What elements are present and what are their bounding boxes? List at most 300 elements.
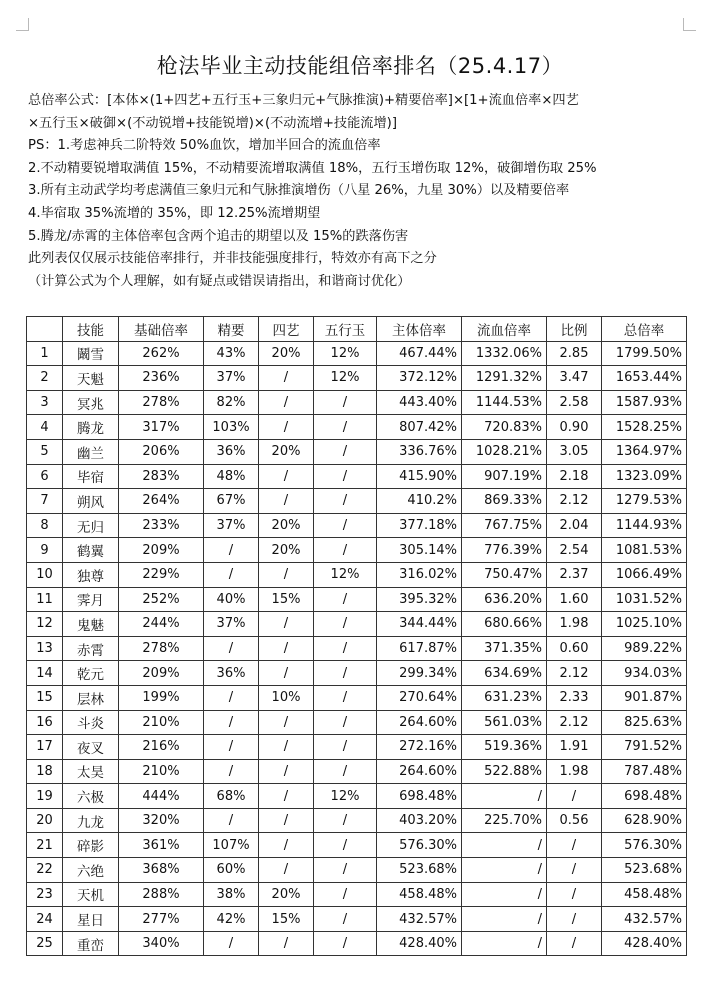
note-line: 总倍率公式：[本体×(1+四艺+五行玉+三象归元+气脉推演)+精要倍率]×[1+流血倍率×四艺: [28, 93, 579, 108]
cell-essence: /: [204, 808, 259, 833]
cell-skill: 六绝: [63, 858, 119, 883]
cell-main: 458.48%: [377, 882, 462, 907]
cell-ratio: 2.18: [547, 464, 602, 489]
skill-ranking-table: [26, 316, 687, 956]
cell-ratio: /: [547, 931, 602, 956]
cell-total: 1323.09%: [602, 464, 687, 489]
cell-base: 216%: [119, 735, 204, 760]
cell-essence: 43%: [204, 341, 259, 366]
cell-rank: 10: [27, 562, 63, 587]
cell-ratio: 0.90: [547, 415, 602, 440]
note-line: 4.毕宿取 35%流增的 35%，即 12.25%流增期望: [28, 205, 321, 221]
cell-bleed: 767.75%: [462, 513, 547, 538]
cell-bleed: 225.70%: [462, 808, 547, 833]
cell-main: 415.90%: [377, 464, 462, 489]
cell-essence: /: [204, 562, 259, 587]
cell-four-arts: /: [259, 833, 314, 858]
cell-bleed: 720.83%: [462, 415, 547, 440]
cell-base: 236%: [119, 366, 204, 391]
cell-base: 278%: [119, 390, 204, 415]
cell-jade: 12%: [314, 784, 377, 809]
cell-rank: 24: [27, 907, 63, 932]
cell-bleed: 1144.53%: [462, 390, 547, 415]
cell-total: 1528.25%: [602, 415, 687, 440]
cell-jade: /: [314, 489, 377, 514]
table-row: [27, 587, 687, 612]
cell-four-arts: 20%: [259, 513, 314, 538]
cell-jade: /: [314, 439, 377, 464]
table-row: [27, 759, 687, 784]
cell-jade: /: [314, 735, 377, 760]
cell-ratio: 3.05: [547, 439, 602, 464]
cell-four-arts: /: [259, 858, 314, 883]
cell-ratio: /: [547, 907, 602, 932]
cell-total: 1025.10%: [602, 612, 687, 637]
table-row: [27, 390, 687, 415]
table-row: [27, 808, 687, 833]
cell-four-arts: 10%: [259, 685, 314, 710]
cell-base: 244%: [119, 612, 204, 637]
cell-ratio: /: [547, 784, 602, 809]
cell-jade: /: [314, 858, 377, 883]
header-essence: 精要: [204, 317, 259, 342]
table-row: [27, 513, 687, 538]
cell-skill: 星日: [63, 907, 119, 932]
cell-total: 1799.50%: [602, 341, 687, 366]
cell-essence: 36%: [204, 439, 259, 464]
cell-rank: 8: [27, 513, 63, 538]
cell-main: 403.20%: [377, 808, 462, 833]
header-total-multiplier: 总倍率: [602, 317, 687, 342]
cell-four-arts: /: [259, 489, 314, 514]
cell-jade: /: [314, 661, 377, 686]
table-row: [27, 661, 687, 686]
cell-total: 901.87%: [602, 685, 687, 710]
cell-jade: /: [314, 710, 377, 735]
cell-bleed: /: [462, 931, 547, 956]
cell-essence: /: [204, 931, 259, 956]
table-row: [27, 858, 687, 883]
cell-jade: /: [314, 513, 377, 538]
cell-skill: 天魁: [63, 366, 119, 391]
cell-skill: 霁月: [63, 587, 119, 612]
cell-base: 283%: [119, 464, 204, 489]
table-row: [27, 439, 687, 464]
cell-rank: 21: [27, 833, 63, 858]
cell-bleed: /: [462, 784, 547, 809]
cell-rank: 15: [27, 685, 63, 710]
cell-rank: 12: [27, 612, 63, 637]
cell-total: 1031.52%: [602, 587, 687, 612]
cell-total: 1279.53%: [602, 489, 687, 514]
cell-ratio: 1.91: [547, 735, 602, 760]
cell-main: 270.64%: [377, 685, 462, 710]
cell-total: 791.52%: [602, 735, 687, 760]
note-line: 3.所有主动武学均考虑满值三象归元和气脉推演增伤（八星 26%，九星 30%）以及精要倍率: [28, 183, 570, 199]
table-row: [27, 636, 687, 661]
cell-rank: 14: [27, 661, 63, 686]
cell-main: 523.68%: [377, 858, 462, 883]
cell-base: 317%: [119, 415, 204, 440]
cell-base: 210%: [119, 759, 204, 784]
cell-total: 934.03%: [602, 661, 687, 686]
cell-essence: /: [204, 636, 259, 661]
cell-bleed: 1028.21%: [462, 439, 547, 464]
cell-total: 1587.93%: [602, 390, 687, 415]
cell-main: 299.34%: [377, 661, 462, 686]
cell-total: 1066.49%: [602, 562, 687, 587]
cell-essence: 107%: [204, 833, 259, 858]
cell-four-arts: /: [259, 636, 314, 661]
cell-jade: /: [314, 390, 377, 415]
table-row: [27, 784, 687, 809]
table-row: [27, 685, 687, 710]
table-row: [27, 489, 687, 514]
header-bleed-multiplier: 流血倍率: [462, 317, 547, 342]
cell-main: 395.32%: [377, 587, 462, 612]
cell-four-arts: 20%: [259, 341, 314, 366]
cell-bleed: 371.35%: [462, 636, 547, 661]
cell-jade: 12%: [314, 562, 377, 587]
table-row: [27, 710, 687, 735]
cell-bleed: 522.88%: [462, 759, 547, 784]
cell-skill: 腾龙: [63, 415, 119, 440]
cell-rank: 13: [27, 636, 63, 661]
cell-essence: /: [204, 735, 259, 760]
table-row: [27, 415, 687, 440]
cell-base: 209%: [119, 538, 204, 563]
header-four-arts: 四艺: [259, 317, 314, 342]
cell-bleed: 907.19%: [462, 464, 547, 489]
cell-total: 1081.53%: [602, 538, 687, 563]
cell-skill: 夜叉: [63, 735, 119, 760]
cell-ratio: /: [547, 858, 602, 883]
cell-base: 340%: [119, 931, 204, 956]
cell-rank: 9: [27, 538, 63, 563]
cell-bleed: 631.23%: [462, 685, 547, 710]
cell-essence: 36%: [204, 661, 259, 686]
table-row: [27, 562, 687, 587]
cell-essence: /: [204, 685, 259, 710]
cell-bleed: 750.47%: [462, 562, 547, 587]
cell-bleed: 634.69%: [462, 661, 547, 686]
cell-bleed: /: [462, 833, 547, 858]
cell-rank: 1: [27, 341, 63, 366]
cell-bleed: 776.39%: [462, 538, 547, 563]
cell-rank: 20: [27, 808, 63, 833]
cell-ratio: 2.12: [547, 710, 602, 735]
cell-jade: /: [314, 931, 377, 956]
cell-essence: 67%: [204, 489, 259, 514]
cell-four-arts: /: [259, 661, 314, 686]
cell-base: 277%: [119, 907, 204, 932]
table-row: [27, 464, 687, 489]
cell-main: 443.40%: [377, 390, 462, 415]
table-row: [27, 735, 687, 760]
header-main-multiplier: 主体倍率: [377, 317, 462, 342]
cell-bleed: 561.03%: [462, 710, 547, 735]
cell-four-arts: /: [259, 735, 314, 760]
cell-essence: /: [204, 710, 259, 735]
cell-bleed: /: [462, 858, 547, 883]
cell-rank: 22: [27, 858, 63, 883]
cell-base: 361%: [119, 833, 204, 858]
cell-main: 432.57%: [377, 907, 462, 932]
cell-ratio: 0.56: [547, 808, 602, 833]
cell-base: 288%: [119, 882, 204, 907]
cell-total: 1364.97%: [602, 439, 687, 464]
cell-base: 229%: [119, 562, 204, 587]
cell-base: 199%: [119, 685, 204, 710]
cell-jade: /: [314, 833, 377, 858]
cell-jade: /: [314, 538, 377, 563]
note-line: 2.不动精要锐增取满值 15%，不动精要流增取满值 18%，五行玉增伤取 12%，破御增伤取 25%: [28, 160, 597, 176]
document-title: 枪法毕业主动技能组倍率排名（25.4.17）: [156, 54, 564, 78]
cell-rank: 4: [27, 415, 63, 440]
cell-total: 628.90%: [602, 808, 687, 833]
cell-skill: 天机: [63, 882, 119, 907]
cell-rank: 5: [27, 439, 63, 464]
cell-essence: 82%: [204, 390, 259, 415]
cell-rank: 18: [27, 759, 63, 784]
cell-base: 444%: [119, 784, 204, 809]
cell-four-arts: /: [259, 562, 314, 587]
note-line: 此列表仅仅展示技能倍率排行，并非技能强度排行，特效亦有高下之分: [28, 251, 437, 267]
cell-ratio: 2.12: [547, 489, 602, 514]
cell-skill: 斗炎: [63, 710, 119, 735]
cell-ratio: /: [547, 882, 602, 907]
cell-skill: 无归: [63, 513, 119, 538]
cell-essence: /: [204, 759, 259, 784]
table-row: [27, 833, 687, 858]
cell-rank: 17: [27, 735, 63, 760]
cell-ratio: 2.54: [547, 538, 602, 563]
cell-four-arts: 20%: [259, 538, 314, 563]
header-ratio: 比例: [547, 317, 602, 342]
cell-four-arts: /: [259, 390, 314, 415]
cell-ratio: 2.12: [547, 661, 602, 686]
cell-jade: /: [314, 882, 377, 907]
cell-base: 233%: [119, 513, 204, 538]
cell-four-arts: 20%: [259, 439, 314, 464]
cell-total: 698.48%: [602, 784, 687, 809]
cell-four-arts: 20%: [259, 882, 314, 907]
cell-base: 262%: [119, 341, 204, 366]
cell-essence: 37%: [204, 513, 259, 538]
cell-main: 807.42%: [377, 415, 462, 440]
cell-four-arts: /: [259, 415, 314, 440]
cell-essence: 68%: [204, 784, 259, 809]
table-row: [27, 612, 687, 637]
cell-skill: 鬫雪: [63, 341, 119, 366]
cell-main: 428.40%: [377, 931, 462, 956]
cell-main: 264.60%: [377, 710, 462, 735]
page-corner-mark-right: [683, 18, 696, 31]
cell-four-arts: /: [259, 464, 314, 489]
cell-bleed: 636.20%: [462, 587, 547, 612]
cell-main: 336.76%: [377, 439, 462, 464]
cell-skill: 鹤翼: [63, 538, 119, 563]
cell-bleed: /: [462, 907, 547, 932]
cell-ratio: /: [547, 833, 602, 858]
cell-jade: /: [314, 464, 377, 489]
cell-rank: 16: [27, 710, 63, 735]
cell-ratio: 1.98: [547, 759, 602, 784]
cell-skill: 赤霄: [63, 636, 119, 661]
cell-essence: 37%: [204, 366, 259, 391]
cell-base: 320%: [119, 808, 204, 833]
cell-main: 264.60%: [377, 759, 462, 784]
cell-skill: 毕宿: [63, 464, 119, 489]
cell-skill: 九龙: [63, 808, 119, 833]
cell-base: 368%: [119, 858, 204, 883]
cell-skill: 独尊: [63, 562, 119, 587]
cell-ratio: 2.04: [547, 513, 602, 538]
cell-rank: 3: [27, 390, 63, 415]
cell-ratio: 0.60: [547, 636, 602, 661]
cell-jade: /: [314, 636, 377, 661]
cell-skill: 太昊: [63, 759, 119, 784]
cell-four-arts: /: [259, 784, 314, 809]
cell-skill: 鬼魅: [63, 612, 119, 637]
cell-total: 458.48%: [602, 882, 687, 907]
cell-total: 989.22%: [602, 636, 687, 661]
cell-jade: /: [314, 685, 377, 710]
cell-ratio: 2.58: [547, 390, 602, 415]
cell-base: 252%: [119, 587, 204, 612]
cell-base: 206%: [119, 439, 204, 464]
cell-main: 410.2%: [377, 489, 462, 514]
page-corner-mark-left: [16, 18, 29, 31]
table-row: [27, 907, 687, 932]
note-line: 5.腾龙/赤霄的主体倍率包含两个追击的期望以及 15%的跌落伤害: [28, 228, 409, 244]
cell-essence: 48%: [204, 464, 259, 489]
cell-ratio: 1.60: [547, 587, 602, 612]
cell-skill: 六极: [63, 784, 119, 809]
cell-essence: 103%: [204, 415, 259, 440]
cell-skill: 冥兆: [63, 390, 119, 415]
table-row: [27, 931, 687, 956]
cell-ratio: 3.47: [547, 366, 602, 391]
cell-total: 825.63%: [602, 710, 687, 735]
cell-four-arts: /: [259, 366, 314, 391]
note-line: PS：1.考虑神兵二阶特效 50%血饮，增加半回合的流血倍率: [28, 138, 381, 154]
cell-rank: 2: [27, 366, 63, 391]
cell-main: 305.14%: [377, 538, 462, 563]
cell-essence: 60%: [204, 858, 259, 883]
cell-ratio: 2.37: [547, 562, 602, 587]
cell-main: 377.18%: [377, 513, 462, 538]
cell-rank: 23: [27, 882, 63, 907]
cell-bleed: 869.33%: [462, 489, 547, 514]
cell-total: 428.40%: [602, 931, 687, 956]
cell-bleed: 1291.32%: [462, 366, 547, 391]
cell-skill: 幽兰: [63, 439, 119, 464]
cell-rank: 25: [27, 931, 63, 956]
cell-main: 617.87%: [377, 636, 462, 661]
cell-essence: 40%: [204, 587, 259, 612]
cell-four-arts: 15%: [259, 587, 314, 612]
formula-notes: [28, 90, 698, 293]
table-header-row: [27, 317, 687, 342]
cell-total: 523.68%: [602, 858, 687, 883]
cell-base: 210%: [119, 710, 204, 735]
cell-total: 576.30%: [602, 833, 687, 858]
cell-skill: 朔风: [63, 489, 119, 514]
cell-main: 272.16%: [377, 735, 462, 760]
cell-jade: /: [314, 587, 377, 612]
cell-skill: 乾元: [63, 661, 119, 686]
table-row: [27, 341, 687, 366]
cell-base: 264%: [119, 489, 204, 514]
header-skill: 技能: [63, 317, 119, 342]
header-five-elements-jade: 五行玉: [314, 317, 377, 342]
cell-bleed: /: [462, 882, 547, 907]
header-rank: [27, 317, 63, 342]
cell-main: 344.44%: [377, 612, 462, 637]
cell-skill: 重峦: [63, 931, 119, 956]
cell-base: 209%: [119, 661, 204, 686]
cell-total: 1653.44%: [602, 366, 687, 391]
cell-jade: 12%: [314, 341, 377, 366]
cell-jade: /: [314, 808, 377, 833]
table-row: [27, 538, 687, 563]
cell-essence: 38%: [204, 882, 259, 907]
cell-jade: 12%: [314, 366, 377, 391]
cell-skill: 碎影: [63, 833, 119, 858]
cell-total: 432.57%: [602, 907, 687, 932]
cell-rank: 6: [27, 464, 63, 489]
cell-four-arts: 15%: [259, 907, 314, 932]
header-base-multiplier: 基础倍率: [119, 317, 204, 342]
cell-four-arts: /: [259, 759, 314, 784]
cell-jade: /: [314, 907, 377, 932]
cell-main: 467.44%: [377, 341, 462, 366]
note-line: ×五行玉×破御×(不动锐增+技能锐增)×(不动流增+技能流增)]: [28, 115, 397, 131]
cell-jade: /: [314, 612, 377, 637]
cell-bleed: 680.66%: [462, 612, 547, 637]
cell-rank: 19: [27, 784, 63, 809]
cell-essence: 42%: [204, 907, 259, 932]
cell-main: 576.30%: [377, 833, 462, 858]
cell-rank: 7: [27, 489, 63, 514]
cell-base: 278%: [119, 636, 204, 661]
cell-rank: 11: [27, 587, 63, 612]
table-row: [27, 882, 687, 907]
cell-bleed: 519.36%: [462, 735, 547, 760]
cell-main: 698.48%: [377, 784, 462, 809]
cell-main: 316.02%: [377, 562, 462, 587]
cell-bleed: 1332.06%: [462, 341, 547, 366]
cell-four-arts: /: [259, 808, 314, 833]
cell-four-arts: /: [259, 710, 314, 735]
cell-ratio: 2.33: [547, 685, 602, 710]
note-line: （计算公式为个人理解，如有疑点或错误请指出，和谐商讨优化）: [28, 273, 411, 289]
cell-four-arts: /: [259, 931, 314, 956]
cell-skill: 层林: [63, 685, 119, 710]
cell-main: 372.12%: [377, 366, 462, 391]
cell-essence: /: [204, 538, 259, 563]
table-row: [27, 366, 687, 391]
cell-ratio: 1.98: [547, 612, 602, 637]
cell-four-arts: /: [259, 612, 314, 637]
cell-ratio: 2.85: [547, 341, 602, 366]
cell-jade: /: [314, 759, 377, 784]
cell-jade: /: [314, 415, 377, 440]
cell-total: 1144.93%: [602, 513, 687, 538]
cell-total: 787.48%: [602, 759, 687, 784]
cell-essence: 37%: [204, 612, 259, 637]
